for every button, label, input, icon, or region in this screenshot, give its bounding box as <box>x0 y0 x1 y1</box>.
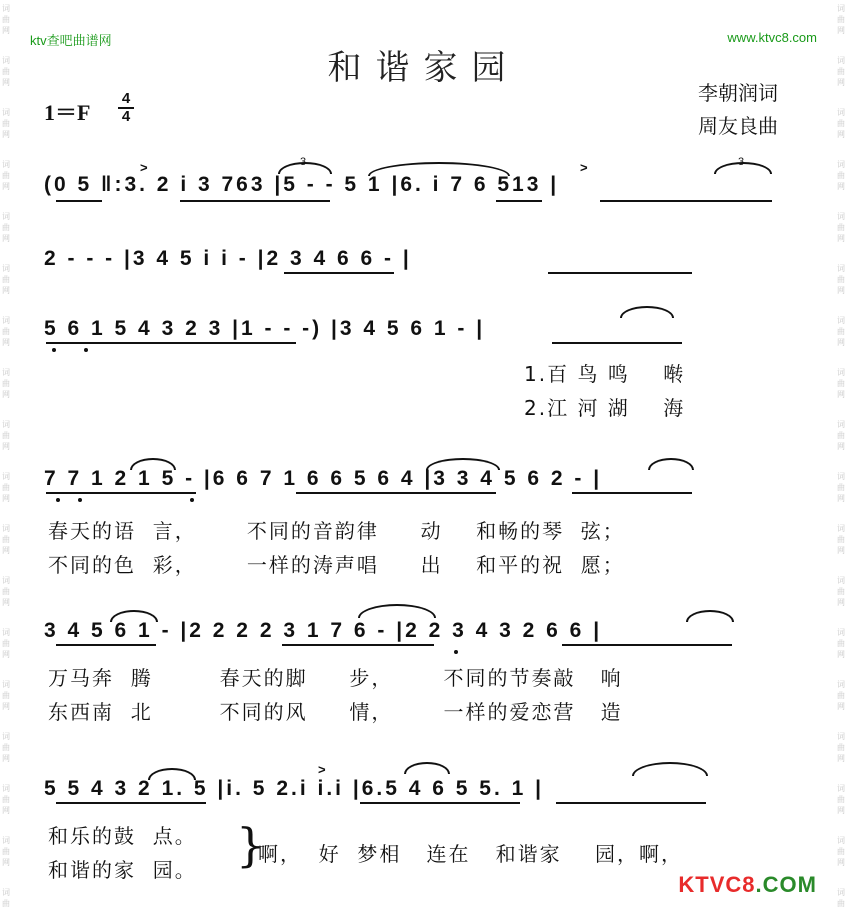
side-watermark-char: 曲 <box>837 587 845 596</box>
underline-beam <box>360 802 520 804</box>
side-watermark-char: 词 <box>2 4 10 13</box>
side-watermark-char: 网 <box>837 598 845 607</box>
side-watermark-char: 词 <box>837 524 845 533</box>
slur <box>130 458 176 470</box>
side-watermark-char: 词 <box>2 316 10 325</box>
side-watermark-char: 曲 <box>837 379 845 388</box>
song-title: 和谐家园 <box>327 48 520 88</box>
lyric-line-6-refrain: 啊， 好 梦相 连在 和谐家 园，啊， <box>258 842 684 866</box>
side-watermark-char: 词 <box>837 108 845 117</box>
underline-beam <box>56 200 102 202</box>
site-watermark-left: ktv查吧曲谱网 <box>30 33 112 48</box>
side-watermark-char: 曲 <box>2 795 10 804</box>
side-watermark-char: 曲 <box>2 327 10 336</box>
tie <box>368 162 510 176</box>
side-watermark-char: 网 <box>837 702 845 711</box>
side-watermark-char: 网 <box>837 182 845 191</box>
side-watermark-char: 网 <box>2 858 10 867</box>
side-watermark-char: 网 <box>2 754 10 763</box>
low-octave-dot <box>190 498 194 502</box>
side-watermark-char: 曲 <box>837 535 845 544</box>
side-watermark-char: 网 <box>837 650 845 659</box>
lyric-line-4-verse-1: 春天的语 言， 不同的音韵律 动 和畅的琴 弦； <box>48 519 625 543</box>
site-watermark-right: www.ktvc8.com <box>727 30 817 45</box>
side-watermark-char: 网 <box>2 598 10 607</box>
side-watermark-char: 词 <box>2 628 10 637</box>
logo-text-ktvc8: KTVC8 <box>678 872 756 897</box>
side-watermark-char: 曲 <box>2 483 10 492</box>
side-watermark-char: 曲 <box>2 899 10 908</box>
side-watermark-char: 曲 <box>837 691 845 700</box>
side-watermark-char: 曲 <box>2 67 10 76</box>
side-watermark-char: 曲 <box>2 431 10 440</box>
side-watermark-char: 网 <box>2 806 10 815</box>
side-watermark-char: 词 <box>837 4 845 13</box>
side-watermark-char: 网 <box>2 546 10 555</box>
side-watermark-char: 曲 <box>837 223 845 232</box>
triplet-mark: 3 <box>300 156 307 168</box>
underline-beam <box>296 492 496 494</box>
side-watermark-char: 网 <box>2 234 10 243</box>
side-watermark-char: 词 <box>2 368 10 377</box>
side-watermark-char: 词 <box>837 576 845 585</box>
stave-notes: (0 5 ‖:3. 2 i 3 763 |5 - - 5 1 |6. i 7 6 513 | <box>44 173 560 196</box>
side-watermark-char: 网 <box>2 494 10 503</box>
side-watermark-char: 曲 <box>2 171 10 180</box>
side-watermark-char: 曲 <box>2 847 10 856</box>
stave-notes: 5 6 1 5 4 3 2 3 |1 - - -) |3 4 5 6 1 - | <box>44 317 486 340</box>
side-watermark-char: 曲 <box>2 275 10 284</box>
right-watermark-strip <box>835 0 847 924</box>
side-watermark-char: 词 <box>837 472 845 481</box>
side-watermark-char: 网 <box>2 702 10 711</box>
key-signature: 1＝F <box>44 100 91 125</box>
side-watermark-char: 网 <box>2 650 10 659</box>
stave-notes: 3 4 5 6 1 - |2 2 2 2 3 1 7 6 - |2 2 3 4 3 2 6 6 | <box>44 619 603 642</box>
side-watermark-char: 网 <box>2 26 10 35</box>
stave-2 <box>44 244 804 274</box>
left-watermark-strip <box>0 0 12 924</box>
side-watermark-char: 曲 <box>837 327 845 336</box>
low-octave-dot <box>78 498 82 502</box>
time-signature <box>118 92 134 124</box>
side-watermark-char: 词 <box>837 628 845 637</box>
lyric-line-4-verse-2: 不同的色 彩， 一样的涛声唱 出 和平的祝 愿； <box>48 553 625 577</box>
side-watermark-char: 网 <box>837 494 845 503</box>
side-watermark-char: 网 <box>2 78 10 87</box>
side-watermark-char: 曲 <box>837 483 845 492</box>
side-watermark-char: 网 <box>2 286 10 295</box>
accent-mark: > <box>318 762 326 777</box>
side-watermark-char: 曲 <box>2 639 10 648</box>
underline-beam <box>548 272 692 274</box>
side-watermark-char: 网 <box>2 182 10 191</box>
side-watermark-char: 曲 <box>837 899 845 908</box>
slur <box>358 604 436 618</box>
side-watermark-char: 网 <box>837 442 845 451</box>
side-watermark-char: 曲 <box>2 535 10 544</box>
low-octave-dot <box>454 650 458 654</box>
triplet-mark: 3 <box>738 156 745 168</box>
time-signature-bottom: 4 <box>121 108 131 125</box>
side-watermark-char: 曲 <box>2 743 10 752</box>
side-watermark-char: 曲 <box>837 275 845 284</box>
side-watermark-char: 网 <box>2 338 10 347</box>
side-watermark-char: 词 <box>2 576 10 585</box>
site-logo <box>678 872 817 898</box>
slur <box>686 610 734 622</box>
lyricist-credit: 李朝润词 <box>698 81 778 105</box>
slur <box>404 762 450 774</box>
lyric-line-6-verse-1: 和乐的鼓 点。 <box>48 824 197 848</box>
side-watermark-char: 词 <box>2 732 10 741</box>
underline-beam <box>56 644 156 646</box>
side-watermark-char: 词 <box>837 56 845 65</box>
underline-beam <box>282 644 434 646</box>
underline-beam <box>562 644 732 646</box>
accent-mark: > <box>580 160 588 175</box>
side-watermark-char: 曲 <box>837 639 845 648</box>
slur <box>620 306 674 318</box>
side-watermark-char: 网 <box>837 26 845 35</box>
slur <box>110 610 158 622</box>
side-watermark-char: 网 <box>837 546 845 555</box>
stave-notes: 5 5 4 3 2 1. 5 |i. 5 2.i i.i |6.5 4 6 5 5. 1 | <box>44 777 545 800</box>
side-watermark-char: 网 <box>2 130 10 139</box>
side-watermark-char: 词 <box>2 264 10 273</box>
side-watermark-char: 网 <box>2 442 10 451</box>
side-watermark-char: 曲 <box>2 223 10 232</box>
low-octave-dot <box>84 348 88 352</box>
side-watermark-char: 词 <box>2 108 10 117</box>
side-watermark-char: 词 <box>837 264 845 273</box>
side-watermark-char: 词 <box>837 160 845 169</box>
lyric-line-6-verse-2: 和谐的家 园。 <box>48 858 197 882</box>
side-watermark-char: 词 <box>2 680 10 689</box>
lyric-intro-verse-1: 1.百 鸟 鸣 啭 <box>524 362 686 386</box>
side-watermark-char: 曲 <box>837 431 845 440</box>
side-watermark-char: 词 <box>2 56 10 65</box>
side-watermark-char: 曲 <box>837 171 845 180</box>
underline-beam <box>600 200 772 202</box>
underline-beam <box>284 272 394 274</box>
side-watermark-char: 词 <box>2 160 10 169</box>
side-watermark-char: 词 <box>2 888 10 897</box>
side-watermark-char: 词 <box>837 888 845 897</box>
slur <box>714 162 772 174</box>
stave-3 <box>44 314 804 344</box>
side-watermark-char: 曲 <box>2 587 10 596</box>
underline-beam <box>552 342 682 344</box>
side-watermark-char: 词 <box>2 784 10 793</box>
side-watermark-char: 网 <box>837 130 845 139</box>
slur <box>648 458 694 470</box>
slur <box>426 458 500 470</box>
side-watermark-char: 曲 <box>837 795 845 804</box>
slur <box>278 162 332 174</box>
side-watermark-char: 曲 <box>837 67 845 76</box>
side-watermark-char: 网 <box>837 806 845 815</box>
lyric-line-5-verse-1: 万马奔 腾 春天的脚 步， 不同的节奏敲 响 <box>48 666 623 690</box>
underline-beam <box>496 200 542 202</box>
stave-notes: 2 - - - |3 4 5 i i - |2 3 4 6 6 - | <box>44 247 412 270</box>
side-watermark-char: 词 <box>2 420 10 429</box>
underline-beam <box>46 492 196 494</box>
side-watermark-char: 词 <box>837 316 845 325</box>
side-watermark-char: 曲 <box>837 743 845 752</box>
side-watermark-char: 词 <box>837 836 845 845</box>
slur <box>148 768 196 780</box>
side-watermark-char: 曲 <box>2 15 10 24</box>
underline-beam <box>180 200 330 202</box>
side-watermark-char: 网 <box>837 858 845 867</box>
side-watermark-char: 网 <box>2 390 10 399</box>
side-watermark-char: 词 <box>837 368 845 377</box>
logo-text-com: .COM <box>755 872 817 897</box>
side-watermark-char: 网 <box>837 338 845 347</box>
side-watermark-char: 曲 <box>837 119 845 128</box>
side-watermark-char: 网 <box>837 390 845 399</box>
accent-mark: > <box>140 160 148 175</box>
verse-brace: } <box>236 818 266 872</box>
low-octave-dot <box>52 348 56 352</box>
side-watermark-char: 词 <box>837 680 845 689</box>
side-watermark-char: 词 <box>2 524 10 533</box>
slur <box>632 762 708 776</box>
side-watermark-char: 网 <box>837 78 845 87</box>
side-watermark-char: 词 <box>2 212 10 221</box>
side-watermark-char: 曲 <box>837 15 845 24</box>
lyric-line-5-verse-2: 东西南 北 不同的风 情， 一样的爱恋营 造 <box>48 700 623 724</box>
side-watermark-char: 曲 <box>2 119 10 128</box>
time-signature-top: 4 <box>121 90 131 107</box>
underline-beam <box>556 802 706 804</box>
side-watermark-char: 词 <box>2 836 10 845</box>
underline-beam <box>572 492 692 494</box>
side-watermark-char: 网 <box>837 286 845 295</box>
side-watermark-char: 词 <box>837 420 845 429</box>
side-watermark-char: 网 <box>837 754 845 763</box>
low-octave-dot <box>56 498 60 502</box>
composer-credit: 周友良曲 <box>698 114 778 138</box>
side-watermark-char: 曲 <box>2 691 10 700</box>
side-watermark-char: 词 <box>2 472 10 481</box>
side-watermark-char: 词 <box>837 732 845 741</box>
side-watermark-char: 曲 <box>837 847 845 856</box>
underline-beam <box>46 342 296 344</box>
side-watermark-char: 词 <box>837 212 845 221</box>
side-watermark-char: 词 <box>837 784 845 793</box>
lyric-intro-verse-2: 2.江 河 湖 海 <box>524 396 686 420</box>
underline-beam <box>56 802 206 804</box>
side-watermark-char: 曲 <box>2 379 10 388</box>
stave-notes: 7 7 1 2 1 5 - |6 6 7 1 6 6 5 6 4 |3 3 4 5 6 2 - | <box>44 467 603 490</box>
side-watermark-char: 网 <box>837 234 845 243</box>
